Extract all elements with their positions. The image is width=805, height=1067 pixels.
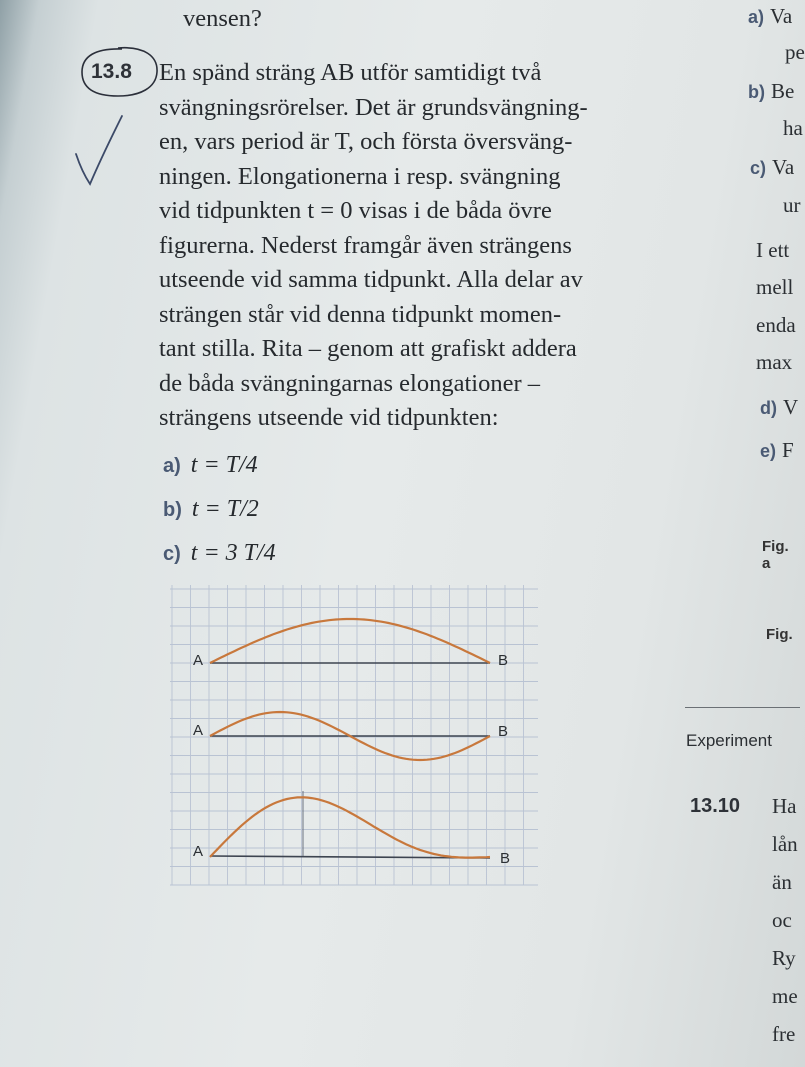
right-item: d) V — [760, 395, 799, 419]
string-figure — [170, 585, 540, 890]
right-item: c) Va — [750, 155, 795, 179]
next-problem-line: me — [772, 984, 798, 1008]
right-item: max — [756, 350, 793, 374]
subquestion-b — [163, 496, 259, 523]
section-heading: Experiment — [686, 731, 772, 750]
endpoint-b-label: B — [498, 652, 509, 669]
subquestion-a — [163, 452, 258, 479]
subquestion-label: a) — [163, 455, 181, 477]
problem-line: svängningsrörelser. Det är grundsvängning- — [159, 93, 588, 121]
subquestion-text: t = T/4 — [190, 452, 258, 478]
problem-line: strängens utseende vid tidpunkten: — [159, 404, 499, 431]
next-problem-line: Ha — [772, 794, 797, 818]
right-item: b) Be — [748, 79, 795, 103]
endpoint-b-label: B — [498, 723, 509, 740]
problem-line: de båda svängningarnas elongationer – — [159, 369, 540, 397]
subquestion-c — [163, 540, 276, 567]
problem-line: ningen. Elongationerna i resp. svängning — [159, 162, 561, 190]
figure-caption: Fig. — [766, 626, 793, 643]
next-problem-line: fre — [772, 1022, 796, 1046]
figure-caption: Fig. a — [762, 538, 789, 572]
subquestion-label: c) — [163, 543, 181, 565]
problem-line: strängen står vid denna tidpunkt momen- — [159, 300, 562, 328]
right-item: enda — [756, 313, 796, 337]
endpoint-a-label: A — [193, 652, 204, 669]
right-item: pe — [785, 40, 805, 64]
right-item: ur — [783, 193, 801, 217]
previous-question-end: vensen? — [183, 5, 262, 32]
fundamental-mode-diagram — [193, 619, 508, 669]
problem-line: utseende vid samma tidpunkt. Alla delar av — [159, 266, 583, 293]
next-problem-line: lån — [772, 832, 798, 856]
next-problem-line: oc — [772, 908, 792, 932]
subquestion-text: t = 3 T/4 — [190, 540, 276, 566]
next-problem-number: 13.10 — [690, 795, 741, 817]
endpoint-b-label: B — [500, 850, 511, 867]
first-overtone-diagram — [193, 712, 508, 760]
endpoint-a-label: A — [193, 843, 204, 860]
right-item: mell — [756, 275, 794, 299]
resulting-curve — [210, 797, 490, 857]
subquestion-text: t = T/2 — [191, 496, 259, 522]
right-item: a) Va — [748, 4, 793, 28]
section-divider — [685, 707, 800, 708]
next-problem-line: än — [772, 870, 792, 894]
check-mark-icon — [68, 110, 128, 190]
next-problem-line: Ry — [772, 946, 796, 970]
problem-line: tant stilla. Rita – genom att grafiskt addera — [159, 335, 577, 362]
problem-line: En spänd sträng AB utför samtidigt två — [159, 59, 542, 86]
endpoint-a-label: A — [193, 722, 204, 739]
right-item: ha — [783, 116, 803, 140]
problem-line: en, vars period är T, och första översväng- — [159, 128, 573, 155]
right-item: I ett — [756, 238, 790, 262]
resulting-shape-diagram — [193, 791, 510, 867]
right-item: e) F — [760, 438, 794, 462]
problem-line: vid tidpunkten t = 0 visas i de båda övre — [159, 197, 552, 224]
problem-number: 13.8 — [91, 60, 132, 83]
subquestion-label: b) — [163, 499, 182, 521]
problem-text — [159, 56, 588, 436]
problem-line: figurerna. Nederst framgår även strängens — [159, 231, 572, 259]
